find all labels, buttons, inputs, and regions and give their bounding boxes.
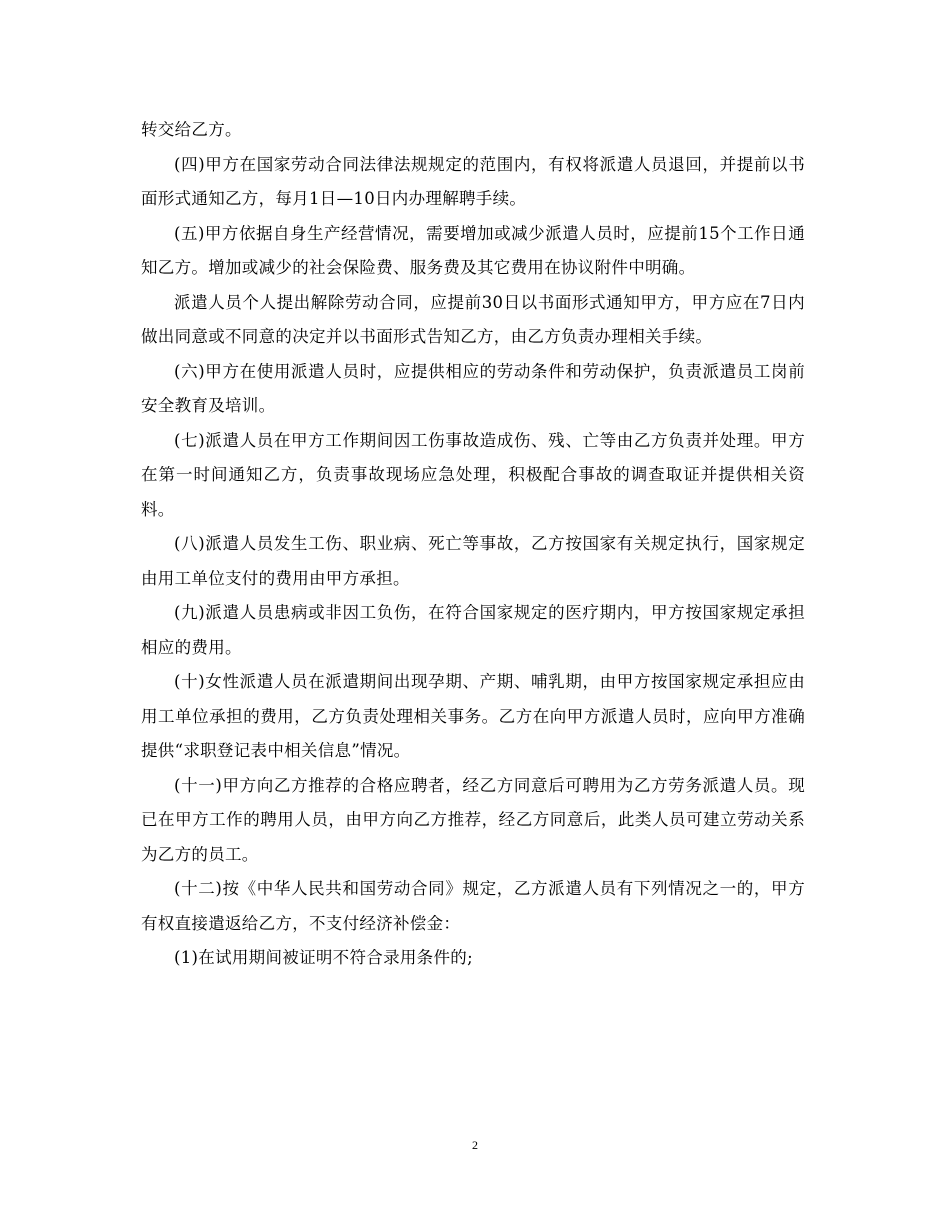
paragraph-clause-5: (五)甲方依据自身生产经营情况，需要增加或减少派遣人员时，应提前15个工作日通知乙方。增加或减少的社会保险费、服务费及其它费用在协议附件中明确。 bbox=[141, 223, 805, 277]
paragraph-continuation: 转交给乙方。 bbox=[141, 120, 242, 139]
paragraph-clause-6: (六)甲方在使用派遣人员时，应提供相应的劳动条件和劳动保护，负责派遣员工岗前安全教育及培训。 bbox=[141, 361, 805, 415]
paragraph-clause-10: (十)女性派遣人员在派遣期间出现孕期、产期、哺乳期，由甲方按国家规定承担应由用工单位承担的费用，乙方负责处理相关事务。乙方在向甲方派遣人员时，应向甲方准确提供“求职登记表中相关信息”情况。 bbox=[141, 672, 805, 760]
page-number: 2 bbox=[472, 1138, 478, 1152]
paragraph-clause-12: (十二)按《中华人民共和国劳动合同》规定，乙方派遣人员有下列情况之一的，甲方有权直接遣返给乙方，不支付经济补偿金： bbox=[141, 879, 805, 933]
paragraph-clause-5-termination: 派遣人员个人提出解除劳动合同，应提前30日以书面形式通知甲方，甲方应在7日内做出同意或不同意的决定并以书面形式告知乙方，由乙方负责办理相关手续。 bbox=[141, 292, 805, 346]
paragraph-clause-4: (四)甲方在国家劳动合同法律法规规定的范围内，有权将派遣人员退回，并提前以书面形式通知乙方，每月1日—10日内办理解聘手续。 bbox=[141, 154, 805, 208]
document-body bbox=[141, 113, 805, 976]
paragraph-clause-11: (十一)甲方向乙方推荐的合格应聘者，经乙方同意后可聘用为乙方劳务派遣人员。现已在甲方工作的聘用人员，由甲方向乙方推荐，经乙方同意后，此类人员可建立劳动关系为乙方的员工。 bbox=[141, 775, 805, 864]
paragraph-clause-9: (九)派遣人员患病或非因工负伤，在符合国家规定的医疗期内，甲方按国家规定承担相应的费用。 bbox=[141, 603, 805, 657]
paragraph-clause-8: (八)派遣人员发生工伤、职业病、死亡等事故，乙方按国家有关规定执行，国家规定由用工单位支付的费用由甲方承担。 bbox=[141, 534, 805, 588]
paragraph-clause-7: (七)派遣人员在甲方工作期间因工伤事故造成伤、残、亡等由乙方负责并处理。甲方在第一时间通知乙方，负责事故现场应急处理，积极配合事故的调查取证并提供相关资料。 bbox=[141, 430, 805, 519]
paragraph-clause-12-item-1: (1)在试用期间被证明不符合录用条件的; bbox=[174, 948, 473, 967]
